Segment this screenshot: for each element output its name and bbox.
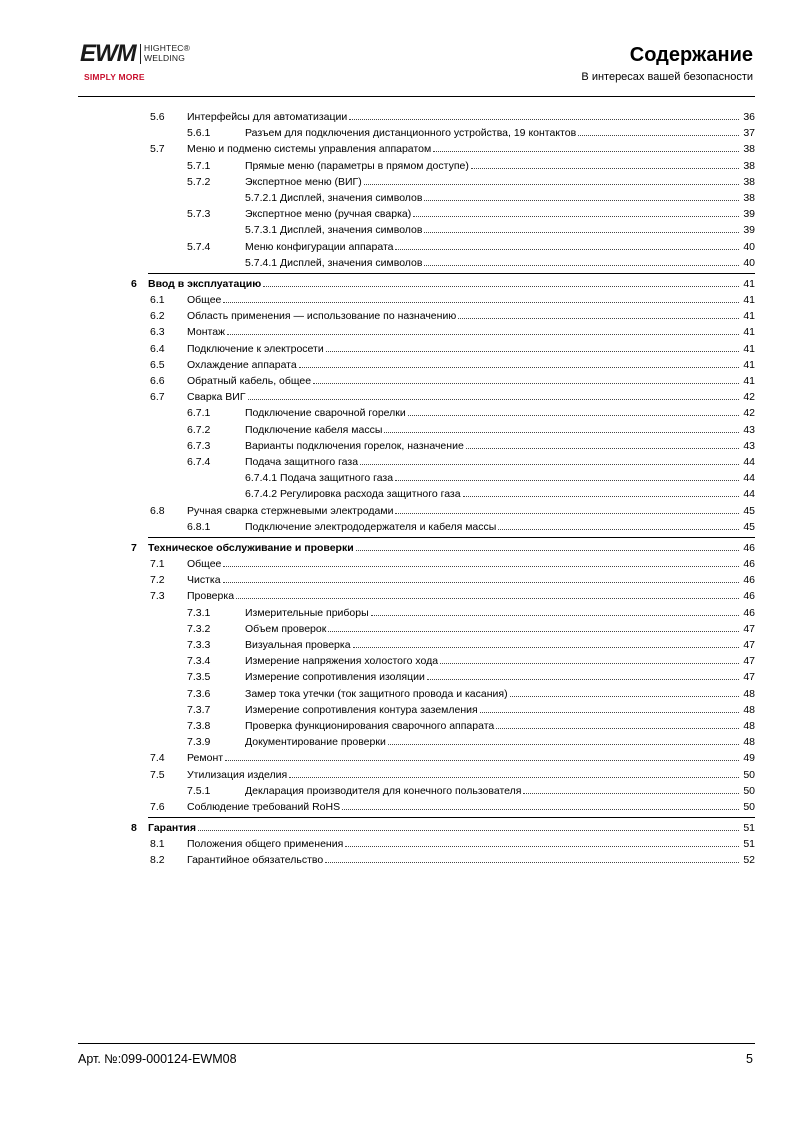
toc-entry[interactable] [0,158,793,174]
toc-dot-leader [236,588,739,599]
toc-entry-page: 48 [743,687,755,700]
toc-entry[interactable] [0,470,793,486]
toc-entry[interactable] [0,503,793,519]
toc-entry-title: Обратный кабель, общее [187,375,312,387]
toc-entry-title: Разъем для подключения дистанционного устройства, 19 контактов [245,127,577,140]
toc-entry-number: 7.3.2 [187,622,211,635]
toc-entry-line [187,141,755,157]
toc-entry-title: Подключение кабеля массы [245,423,383,436]
toc-entry-line [187,308,755,324]
toc-dot-leader [356,540,739,551]
toc-entry-title: Подключение сварочной горелки [245,407,406,420]
toc-entry-page: 44 [743,472,755,485]
toc-dot-leader [263,276,739,287]
toc-entry-title: Проверка функционирования сварочного аппарата [245,719,495,732]
toc-entry-line [245,125,755,141]
toc-entry-title: Подача защитного газа [245,455,359,468]
toc-entry-page: 50 [743,768,755,781]
toc-entry-line [187,556,755,572]
toc-entry-title: Экспертное меню (ВИГ) [245,175,362,188]
toc-entry-line [187,109,755,125]
toc-entry[interactable] [0,324,793,340]
toc-entry-page: 41 [743,277,755,290]
toc-entry-line [187,750,755,766]
toc-entry-number: 6.7.1 [187,407,211,420]
toc-dot-leader [353,637,739,648]
toc-entry-page: 46 [743,558,755,571]
toc-entry[interactable] [0,519,793,535]
toc-entry-page: 46 [743,606,755,619]
toc-entry-line [245,239,755,255]
toc-entry[interactable] [0,222,793,238]
toc-entry[interactable] [0,125,793,141]
toc-dot-leader [463,486,739,497]
toc-entry-page: 41 [743,310,755,323]
toc-entry-line [245,621,755,637]
toc-entry-page: 44 [743,455,755,468]
toc-dot-leader [248,389,739,400]
toc-dot-leader [471,158,739,169]
toc-dot-leader [289,767,739,778]
toc-dot-leader [413,206,739,217]
toc-entry-page: 37 [743,127,755,140]
toc-entry[interactable] [0,486,793,502]
toc-dot-leader [395,239,739,250]
toc-dot-leader [384,422,739,433]
toc-entry-page: 48 [743,703,755,716]
article-number: Арт. №:099-000124-EWM08 [78,1052,237,1066]
toc-dot-leader [328,621,739,632]
toc-entry-number: 6.6 [150,375,165,387]
toc-entry-page: 46 [743,541,755,554]
toc-entry-number: 5.6 [150,111,165,123]
toc-entry[interactable] [0,820,793,836]
toc-entry-line [187,572,755,588]
toc-entry[interactable] [0,799,793,815]
toc-entry-title: Подключение к электросети [187,342,324,355]
toc-entry-number: 7.3.6 [187,687,211,700]
toc-entry-title: Измерительные приборы [245,606,369,619]
toc-entry-line [148,540,755,556]
toc-entry-number: 7.5.1 [187,784,211,797]
toc-entry[interactable] [0,141,793,157]
toc-entry-title: Объем проверок [245,622,327,635]
toc-entry[interactable] [0,852,793,868]
toc-dot-leader [326,341,739,352]
toc-entry-line [187,389,755,405]
toc-entry-title: Декларация производителя для конечного пользователя [245,784,522,797]
toc-entry-line [187,588,755,604]
toc-entry-line [187,373,755,389]
toc-dot-leader [578,125,739,136]
toc-entry-page: 47 [743,671,755,684]
toc-dot-leader [395,470,739,481]
toc-entry-title: Сварка ВИГ [187,391,246,404]
toc-entry-line [245,734,755,750]
toc-entry-number: 7.2 [150,574,165,587]
logo-tagline: SIMPLY MORE [84,72,145,82]
toc-entry-title: 6.7.4.2 Регулировка расхода защитного газа [245,488,461,501]
toc-entry-number: 6.7.3 [187,439,211,452]
toc-entry-number: 7.6 [150,800,165,813]
toc-dot-leader [299,357,739,368]
toc-entry-line [245,174,755,190]
toc-entry-line [148,820,755,836]
logo-brand: EWM [80,40,136,67]
toc-entry-line [187,341,755,357]
toc-entry-line [187,852,755,868]
toc-entry-number: 5.6.1 [187,127,211,140]
toc-entry[interactable] [0,588,793,604]
toc-entry-number: 5.7.1 [187,159,211,172]
toc-entry-number: 5.7.2 [187,175,211,188]
toc-entry-line [245,686,755,702]
toc-entry-page: 49 [743,752,755,765]
toc-entry[interactable] [0,621,793,637]
toc-entry-line [245,405,755,421]
toc-entry[interactable] [0,239,793,255]
toc-entry-line [245,454,755,470]
toc-entry-page: 43 [743,439,755,452]
toc-entry-number: 6.8.1 [187,520,211,533]
toc-entry[interactable] [0,276,793,292]
toc-dot-leader [364,174,739,185]
toc-entry-title: Меню конфигурации аппарата [245,240,394,253]
toc-entry-title: 5.7.2.1 Дисплей, значения символов [245,191,423,204]
toc-entry-line [187,357,755,373]
toc-dot-leader [223,292,739,303]
toc-entry-page: 42 [743,391,755,404]
toc-entry[interactable] [0,572,793,588]
toc-entry-title: Техническое обслуживание и проверки [148,541,354,554]
toc-entry-line [245,783,755,799]
toc-entry[interactable] [0,653,793,669]
toc-entry-page: 38 [743,159,755,172]
toc-entry-page: 47 [743,655,755,668]
toc-entry-line [245,653,755,669]
ewm-logo [80,42,200,84]
toc-entry-page: 39 [743,224,755,237]
toc-entry-line [187,292,755,308]
page-number: 5 [746,1052,753,1066]
toc-dot-leader [424,255,739,266]
toc-entry[interactable] [0,669,793,685]
toc-entry-title: Визуальная проверка [245,639,351,651]
toc-entry-page: 47 [743,622,755,635]
toc-entry-title: Варианты подключения горелок, назначение [245,439,464,452]
toc-entry[interactable] [0,308,793,324]
toc-entry-page: 50 [743,800,755,813]
toc-dot-leader [496,718,739,729]
toc-entry[interactable] [0,206,793,222]
toc-entry-number: 6 [131,277,137,290]
toc-entry-line [245,519,755,535]
toc-entry-page: 46 [743,590,755,603]
toc-entry-page: 41 [743,326,755,339]
toc-entry-line [245,255,755,271]
toc-entry[interactable] [0,341,793,357]
toc-entry-title: Ремонт [187,752,224,765]
toc-entry-title: Чистка [187,574,221,587]
toc-entry-line [245,438,755,454]
toc-entry-title: Ввод в эксплуатацию [148,277,262,290]
toc-dot-leader [466,438,739,449]
toc-entry-line [245,637,755,653]
header-divider [78,96,755,97]
toc-dot-leader [523,783,739,794]
toc-entry-title: Документирование проверки [245,736,386,749]
toc-dot-leader [345,836,739,847]
toc-entry-title: Охлаждение аппарата [187,358,297,371]
toc-entry-title: Меню и подменю системы управления аппаратом [187,143,432,156]
toc-entry-title: Гарантийное обязательство [187,854,324,867]
toc-entry-number: 6.4 [150,342,165,355]
toc-dot-leader [223,572,739,583]
toc-entry-page: 47 [743,639,755,651]
toc-entry[interactable] [0,422,793,438]
toc-entry[interactable] [0,637,793,653]
toc-dot-leader [498,519,739,530]
toc-entry[interactable] [0,357,793,373]
toc-entry-number: 7.3.7 [187,703,211,716]
toc-entry[interactable] [0,767,793,783]
toc-entry-number: 6.8 [150,504,165,517]
toc-entry-line [187,799,755,815]
toc-entry-title: Проверка [187,590,235,603]
toc-entry-page: 44 [743,488,755,501]
toc-entry-number: 7.3.3 [187,639,211,651]
toc-entry-page: 48 [743,719,755,732]
toc-entry-page: 38 [743,175,755,188]
toc-entry-title: Подключение электрододержателя и кабеля массы [245,520,497,533]
toc-entry-line [245,222,755,238]
toc-entry[interactable] [0,438,793,454]
toc-dot-leader [427,669,739,680]
toc-entry-title: Измерение сопротивления контура заземления [245,703,478,716]
toc-entry-line [245,422,755,438]
toc-entry[interactable] [0,389,793,405]
toc-dot-leader [388,734,739,745]
toc-entry-line [245,470,755,486]
toc-entry-line [245,158,755,174]
toc-entry-number: 7.3.5 [187,671,211,684]
toc-entry-line [245,486,755,502]
toc-dot-leader [225,750,739,761]
toc-entry-title: Измерение напряжения холостого хода [245,655,439,668]
toc-entry-page: 48 [743,736,755,749]
toc-entry-number: 6.5 [150,358,165,371]
logo-separator [140,44,141,64]
toc-entry-title: 5.7.4.1 Дисплей, значения символов [245,256,423,269]
toc-dot-leader [227,324,739,335]
toc-entry-page: 39 [743,208,755,221]
toc-entry[interactable] [0,405,793,421]
toc-entry[interactable] [0,190,793,206]
toc-entry[interactable] [0,750,793,766]
toc-entry-title: 5.7.3.1 Дисплей, значения символов [245,224,423,237]
toc-dot-leader [433,141,739,152]
toc-entry[interactable] [0,540,793,556]
toc-entry-page: 45 [743,520,755,533]
toc-entry-number: 7.3.9 [187,736,211,749]
toc-entry-line [187,324,755,340]
toc-entry[interactable] [0,556,793,572]
toc-entry[interactable] [0,109,793,125]
toc-dot-leader [371,605,739,616]
toc-dot-leader [349,109,739,120]
toc-entry-title: Экспертное меню (ручная сварка) [245,208,412,221]
toc-entry-number: 8.1 [150,838,165,851]
toc-entry-title: Измерение сопротивления изоляции [245,671,425,684]
toc-entry-title: Область применения — использование по назначению [187,310,457,323]
toc-dot-leader [223,556,739,567]
toc-entry-number: 7.1 [150,558,165,571]
toc-entry-number: 7.5 [150,768,165,781]
toc-entry-title: Ручная сварка стержневыми электродами [187,504,394,517]
page-subtitle: В интересах вашей безопасности [581,71,753,83]
toc-dot-leader [325,852,739,863]
toc-entry[interactable] [0,836,793,852]
toc-entry-number: 6.7.2 [187,423,211,436]
toc-entry-title: Монтаж [187,326,226,339]
toc-entry[interactable] [0,783,793,799]
toc-entry-page: 51 [743,822,755,835]
toc-entry-number: 5.7 [150,143,165,156]
toc-entry-title: Соблюдение требований RoHS [187,800,341,813]
table-of-contents [0,109,793,869]
toc-entry[interactable] [0,255,793,271]
toc-entry-number: 8.2 [150,854,165,867]
toc-dot-leader [458,308,739,319]
toc-entry-page: 41 [743,342,755,355]
toc-entry-number: 6.2 [150,310,165,323]
toc-entry-number: 6.1 [150,294,165,307]
toc-entry-line [245,190,755,206]
toc-entry-number: 7.4 [150,752,165,765]
toc-entry-page: 40 [743,240,755,253]
toc-entry[interactable] [0,373,793,389]
toc-entry-title: Прямые меню (параметры в прямом доступе) [245,159,469,172]
toc-entry-number: 5.7.3 [187,208,211,221]
toc-entry-number: 8 [131,822,137,835]
toc-entry-page: 45 [743,504,755,517]
toc-entry-title: 6.7.4.1 Подача защитного газа [245,472,394,485]
toc-entry-page: 41 [743,375,755,387]
toc-entry-page: 42 [743,407,755,420]
toc-entry-title: Гарантия [148,822,196,835]
toc-entry-page: 40 [743,256,755,269]
toc-entry-line [245,605,755,621]
toc-entry-line [187,767,755,783]
toc-entry-page: 46 [743,574,755,587]
toc-entry-page: 51 [743,838,755,851]
toc-dot-leader [424,190,739,201]
toc-dot-leader [342,799,739,810]
toc-entry-title: Утилизация изделия [187,768,288,781]
toc-entry-title: Положения общего применения [187,838,344,851]
toc-entry-line [245,702,755,718]
toc-entry-page: 43 [743,423,755,436]
toc-entry-number: 6.3 [150,326,165,339]
toc-entry-number: 7.3.8 [187,719,211,732]
footer-divider [78,1043,755,1044]
toc-dot-leader [360,454,739,465]
toc-entry[interactable] [0,605,793,621]
toc-dot-leader [395,503,739,514]
toc-entry-title: Интерфейсы для автоматизации [187,111,348,123]
toc-entry-line [148,276,755,292]
toc-entry[interactable] [0,702,793,718]
toc-entry-line [187,836,755,852]
toc-entry-title: Замер тока утечки (ток защитного провода и касания) [245,687,508,700]
toc-entry-title: Общее [187,294,222,307]
toc-dot-leader [424,222,739,233]
toc-entry-number: 6.7.4 [187,455,211,468]
toc-entry-number: 7.3.4 [187,655,211,668]
toc-dot-leader [440,653,739,664]
toc-entry-number: 7.3.1 [187,606,211,619]
toc-entry-page: 41 [743,358,755,371]
toc-entry-line [187,503,755,519]
toc-entry-number: 7 [131,541,137,554]
toc-dot-leader [510,686,739,697]
toc-dot-leader [480,702,739,713]
toc-dot-leader [198,820,739,831]
toc-entry[interactable] [0,454,793,470]
toc-entry-page: 52 [743,854,755,867]
toc-entry-line [245,669,755,685]
toc-dot-leader [408,405,739,416]
toc-entry[interactable] [0,718,793,734]
page-title: Содержание [629,44,753,66]
toc-entry-page: 50 [743,784,755,797]
toc-entry-page: 36 [743,111,755,123]
toc-entry[interactable] [0,686,793,702]
toc-entry-page: 41 [743,294,755,307]
toc-entry-page: 38 [743,143,755,156]
toc-entry-line [245,206,755,222]
toc-entry-line [245,718,755,734]
toc-entry-number: 6.7 [150,391,165,404]
toc-entry-number: 5.7.4 [187,240,211,253]
toc-dot-leader [313,373,739,384]
toc-entry[interactable] [0,174,793,190]
logo-hightec: HIGHTEC® WELDING [144,43,191,63]
toc-entry-number: 7.3 [150,590,165,603]
toc-entry-page: 38 [743,191,755,204]
toc-entry[interactable] [0,292,793,308]
toc-entry[interactable] [0,734,793,750]
toc-entry-title: Общее [187,558,222,571]
